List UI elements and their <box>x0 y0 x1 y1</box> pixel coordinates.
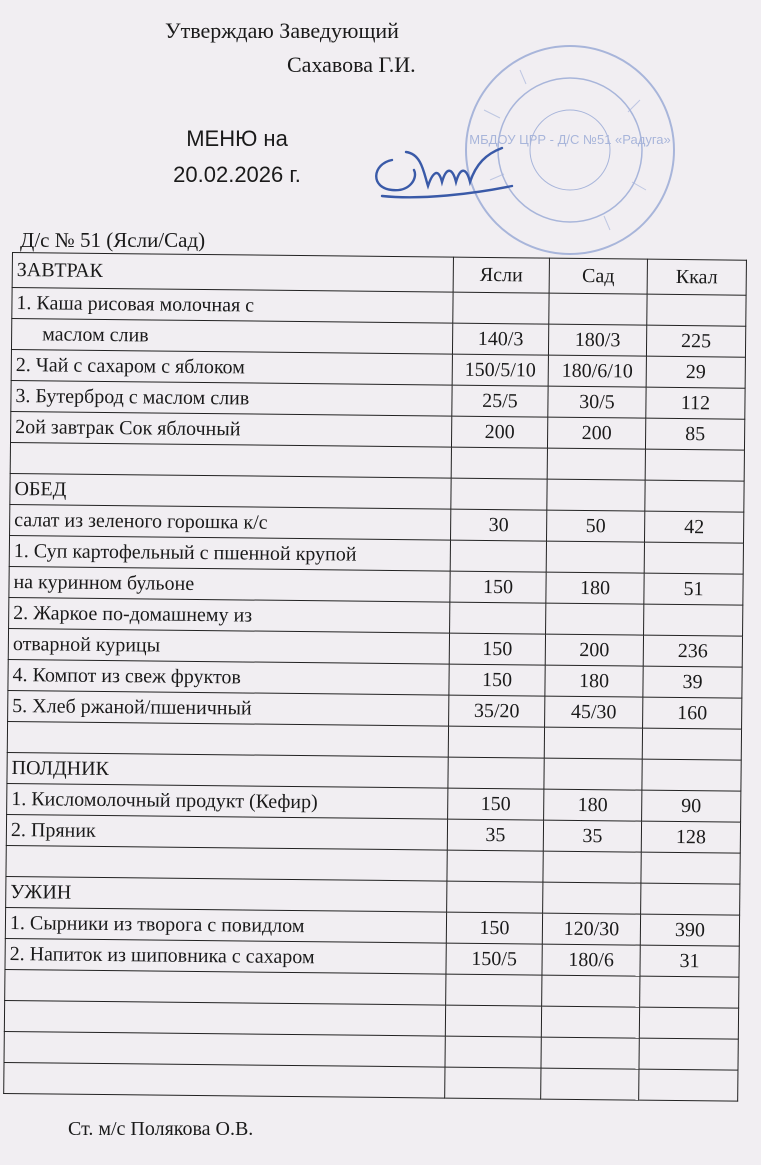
approval-line-1: Утверждаю Заведующий <box>165 18 399 43</box>
col-kindergarten-header: Сад <box>549 258 647 294</box>
dish-name: УЖИН <box>6 876 447 912</box>
nursery-portion <box>447 881 543 913</box>
nursery-portion: 150 <box>446 912 542 944</box>
nursery-portion: 150 <box>449 633 545 665</box>
dish-name <box>5 969 446 1005</box>
nursery-portion: 25/5 <box>452 385 548 417</box>
dish-name <box>4 1031 445 1067</box>
nursery-portion: 150/5/10 <box>452 354 548 386</box>
kindergarten-portion: 180/3 <box>548 324 646 356</box>
nursery-portion: 30 <box>451 509 547 541</box>
kindergarten-portion <box>543 882 641 914</box>
nursery-portion <box>445 1067 541 1099</box>
nursery-portion <box>445 1036 541 1068</box>
kcal-value: 160 <box>643 697 742 729</box>
dish-name: 1. Суп картофельный с пшенной крупой <box>9 535 450 571</box>
kcal-value <box>639 1069 738 1101</box>
kcal-value: 225 <box>646 325 745 357</box>
kindergarten-portion: 180 <box>545 665 643 697</box>
dish-name <box>4 1062 445 1098</box>
dish-name: 1. Каша рисовая молочная с <box>12 288 453 324</box>
nursery-portion: 150 <box>449 664 545 696</box>
kcal-value: 390 <box>640 914 739 946</box>
kcal-value: 51 <box>644 573 743 605</box>
dish-name: ОБЕД <box>10 473 451 509</box>
kindergarten-portion <box>544 758 642 790</box>
dish-name: 5. Хлеб ржаной/пшеничный <box>8 690 449 726</box>
nursery-portion <box>451 478 547 510</box>
kindergarten-portion: 180 <box>546 572 644 604</box>
nursery-portion <box>447 850 543 882</box>
kindergarten-portion <box>546 541 644 573</box>
kcal-value <box>645 449 744 481</box>
dish-name: 2. Напиток из шиповника с сахаром <box>5 938 446 974</box>
approval-block <box>165 14 416 82</box>
kindergarten-portion: 180/6 <box>542 944 640 976</box>
handwritten-signature <box>362 138 532 208</box>
kindergarten-portion <box>541 1006 639 1038</box>
kindergarten-portion <box>549 293 647 325</box>
kcal-value <box>642 728 741 760</box>
kindergarten-portion: 200 <box>547 417 645 449</box>
kindergarten-portion <box>546 603 644 635</box>
kindergarten-portion: 30/5 <box>548 386 646 418</box>
nursery-portion: 150 <box>448 788 544 820</box>
kindergarten-portion <box>544 727 642 759</box>
nursery-portion <box>450 602 546 634</box>
menu-title-line-1: МЕНЮ на <box>186 126 288 151</box>
kcal-value: 90 <box>642 790 741 822</box>
kindergarten-portion <box>547 479 645 511</box>
table-row <box>4 1062 738 1101</box>
nursery-portion: 35/20 <box>449 695 545 727</box>
kcal-value: 128 <box>641 821 740 853</box>
nursery-portion: 200 <box>451 416 547 448</box>
dish-name: 1. Сырники из творога с повидлом <box>5 907 446 943</box>
kcal-value <box>639 1038 738 1070</box>
kcal-value: 42 <box>644 511 743 543</box>
nursery-portion: 35 <box>447 819 543 851</box>
dish-name: 2. Чай с сахаром с яблоком <box>11 349 452 385</box>
dish-name <box>6 845 447 881</box>
menu-date: 20.02.2026 г. <box>173 162 301 187</box>
approval-line-2: Сахавова Г.И. <box>287 52 416 77</box>
nursery-portion <box>448 757 544 789</box>
kindergarten-portion: 45/30 <box>545 696 643 728</box>
nursery-portion <box>445 1005 541 1037</box>
dish-name: 4. Компот из свеж фруктов <box>8 659 449 695</box>
dish-name: 1. Кисломолочный продукт (Кефир) <box>7 783 448 819</box>
kcal-value <box>642 759 741 791</box>
kcal-value <box>644 604 743 636</box>
dish-name <box>7 721 448 757</box>
kcal-value <box>641 883 740 915</box>
kcal-value: 236 <box>643 635 742 667</box>
nurse-signature-line: Ст. м/с Полякова О.В. <box>68 1118 254 1140</box>
kcal-value <box>647 294 746 326</box>
dish-name: 3. Бутерброд с маслом слив <box>11 380 452 416</box>
kcal-value <box>644 542 743 574</box>
kcal-value <box>639 1007 738 1039</box>
kindergarten-portion: 120/30 <box>542 913 640 945</box>
kindergarten-portion: 180 <box>544 789 642 821</box>
kcal-value: 29 <box>646 356 745 388</box>
kindergarten-portion <box>541 1037 639 1069</box>
dish-name <box>4 1000 445 1036</box>
menu-table <box>3 252 747 1102</box>
dish-name: 2. Жаркое по-домашнему из <box>9 597 450 633</box>
nursery-portion <box>451 447 547 479</box>
kindergarten-portion: 200 <box>545 634 643 666</box>
nursery-portion: 150/5 <box>446 943 542 975</box>
dish-name: маслом слив <box>11 319 452 355</box>
dish-name: 2. Пряник <box>6 814 447 850</box>
kindergarten-portion: 180/6/10 <box>548 355 646 387</box>
section-breakfast: ЗАВТРАК <box>12 253 453 293</box>
nursery-portion <box>446 974 542 1006</box>
menu-title <box>152 121 322 193</box>
nursery-portion: 150 <box>450 571 546 603</box>
kcal-value: 85 <box>645 418 744 450</box>
kcal-value: 112 <box>646 387 745 419</box>
nursery-portion <box>450 540 546 572</box>
dish-name <box>10 442 451 478</box>
kcal-value: 39 <box>643 666 742 698</box>
kindergarten-portion <box>543 851 641 883</box>
school-heading: Д/с № 51 (Ясли/Сад) <box>20 228 206 252</box>
kindergarten-portion: 35 <box>543 820 641 852</box>
col-kcal-header: Ккал <box>647 259 746 295</box>
dish-name: отварной курицы <box>8 628 449 664</box>
kindergarten-portion <box>541 1068 639 1100</box>
nursery-portion <box>448 726 544 758</box>
kcal-value <box>640 976 739 1008</box>
nursery-portion: 140/3 <box>452 323 548 355</box>
dish-name: 2ой завтрак Сок яблочный <box>11 411 452 447</box>
stamp-text: МБДОУ ЦРР - Д/С №51 «Радуга» <box>469 132 671 147</box>
kindergarten-portion <box>547 448 645 480</box>
nursery-portion <box>453 292 549 324</box>
kcal-value <box>645 480 744 512</box>
col-nursery-header: Ясли <box>453 257 549 293</box>
kindergarten-portion <box>542 975 640 1007</box>
dish-name: салат из зеленого горошка к/с <box>10 504 451 540</box>
kcal-value: 31 <box>640 945 739 977</box>
kindergarten-portion: 50 <box>547 510 645 542</box>
kcal-value <box>641 852 740 884</box>
dish-name: на куринном бульоне <box>9 566 450 602</box>
dish-name: ПОЛДНИК <box>7 752 448 788</box>
